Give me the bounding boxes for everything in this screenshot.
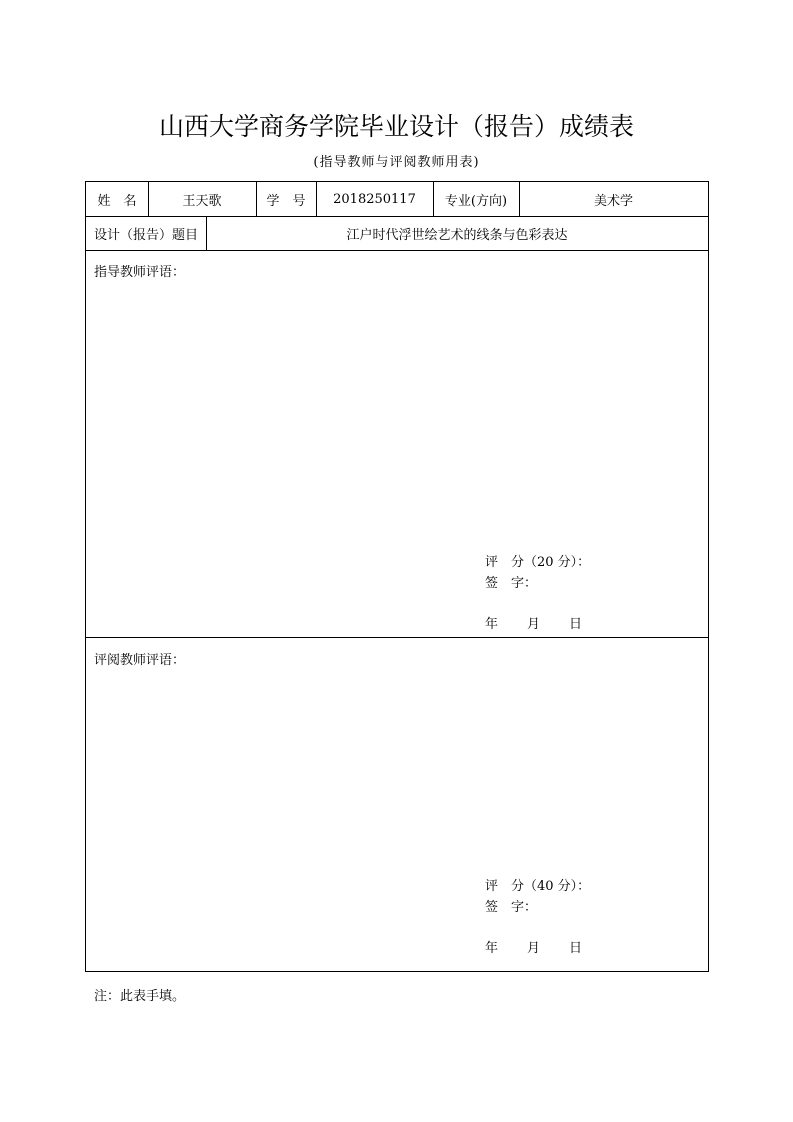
advisor-date-month: 月	[527, 617, 541, 632]
reviewer-comment-label: 评阅教师评语：	[94, 653, 186, 668]
section-divider	[86, 637, 708, 638]
reviewer-date-day: 日	[569, 941, 583, 956]
page-subtitle: (指导教师与评阅教师用表)	[313, 155, 480, 170]
advisor-date-year: 年	[485, 617, 499, 632]
major-value: 美术学	[593, 193, 633, 209]
footer-note: 注：此表手填。	[94, 989, 186, 1004]
reviewer-date-year: 年	[485, 941, 499, 956]
advisor-score-label: 评 分（20 分）：	[485, 555, 591, 570]
row-divider	[86, 250, 708, 251]
reviewer-date-month: 月	[527, 941, 541, 956]
advisor-signature-label: 签 字：	[485, 576, 538, 591]
advisor-comment-label: 指导教师评语：	[94, 265, 186, 280]
student-id-label: 学 号	[266, 193, 306, 209]
name-label: 姓 名	[97, 193, 137, 209]
advisor-date-day: 日	[569, 617, 583, 632]
grade-form-table	[85, 181, 709, 972]
student-id-value: 2018250117	[333, 191, 416, 207]
topic-value: 江户时代浮世绘艺术的线条与色彩表达	[346, 227, 568, 243]
page-title: 山西大学商务学院毕业设计（报告）成绩表	[158, 112, 634, 141]
reviewer-score-label: 评 分（40 分）：	[485, 879, 591, 894]
name-value: 王天歌	[182, 193, 222, 209]
reviewer-signature-label: 签 字：	[485, 900, 538, 915]
topic-label: 设计（报告）题目	[93, 227, 198, 243]
major-label: 专业(方向)	[444, 193, 508, 209]
